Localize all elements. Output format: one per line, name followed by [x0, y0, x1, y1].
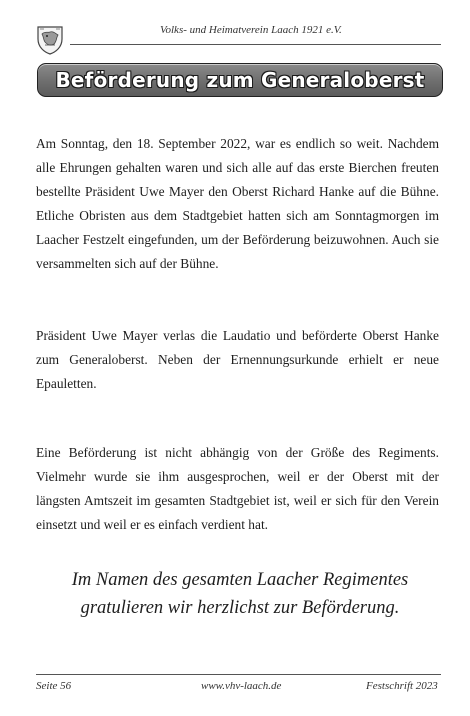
article-title: Beförderung zum Generaloberst [55, 68, 425, 92]
coat-of-arms-icon [36, 25, 64, 55]
page-number: Seite 56 [36, 680, 72, 692]
paragraph-2: Präsident Uwe Mayer verlas die Laudatio und beförderte Oberst Hanke zum Generaloberst. Neben der Ernennungsurkunde erhielt er neue Epauletten. [36, 328, 439, 391]
paragraph-1: Am Sonntag, den 18. September 2022, war es endlich so weit. Nachdem alle Ehrungen gehalten waren und sich alle auf das erste Bierchen freuten bestellte Präsident Uwe Mayer den Oberst Richard Hanke auf die Bühne. Etliche Obristen aus dem Stadtgebiet hatten sich am Sonntagmorgen im Laacher Festzelt eingefunden, um der Beförderung beizuwohnen. Auch sie versammelten sich auf der Bühne. [36, 136, 439, 271]
closing-line-1: Im Namen des gesamten Laacher Regimentes [71, 570, 409, 590]
publication-name: Festschrift 2023 [366, 680, 438, 692]
website-url: www.vhv-laach.de [201, 680, 282, 692]
footer-divider [36, 674, 441, 675]
title-banner [37, 63, 443, 97]
closing-statement [36, 566, 444, 622]
closing-line-2: gratulieren wir herzlichst zur Beförderung. [80, 598, 400, 618]
header-title: Volks- und Heimatverein Laach 1921 e.V. [160, 24, 342, 36]
paragraph-3: Eine Beförderung ist nicht abhängig von der Größe des Regiments. Vielmehr wurde sie ihm ausgesprochen, weil er der Oberst mit der längsten Amtszeit im gesamten Stadtgebiet ist, weil er sich für den Verein einsetzt und weil er es einfach verdient hat. [36, 445, 439, 532]
header-divider [70, 44, 441, 45]
